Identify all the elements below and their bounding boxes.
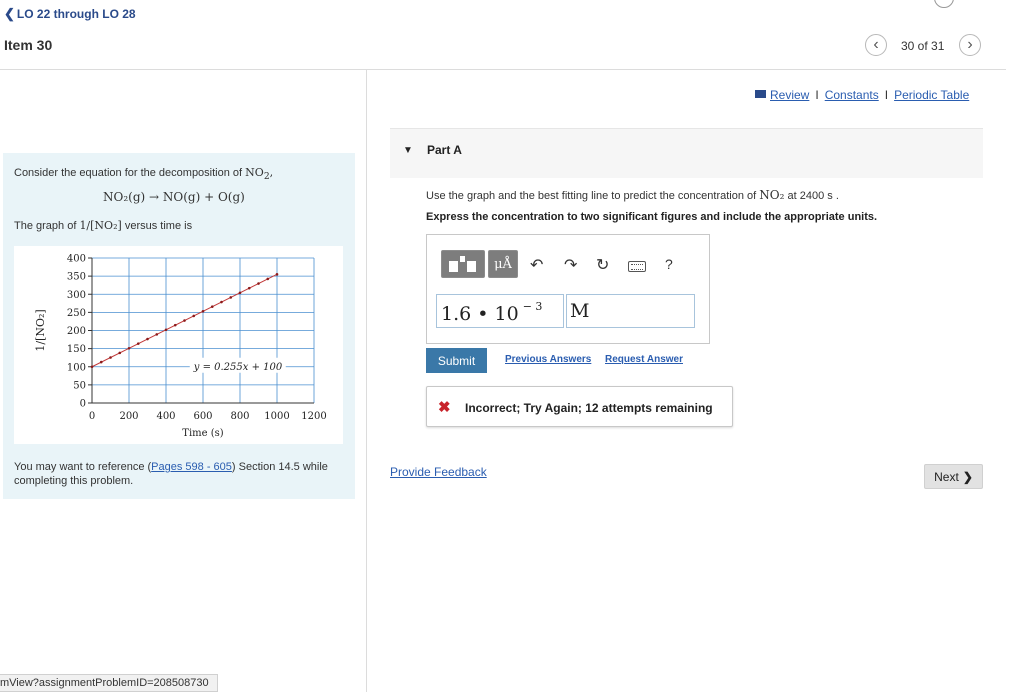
status-url: mView?assignmentProblemID=208508730 [0,674,218,692]
y-tick-label: 300 [66,289,86,301]
keyboard-icon[interactable] [628,261,646,272]
caret-down-icon[interactable]: ▼ [403,145,413,156]
pages-link[interactable]: Pages 598 - 605 [151,461,232,473]
undo-icon[interactable]: ↶ [530,257,544,274]
data-point [229,296,232,299]
part-a-header[interactable] [390,128,983,178]
data-point [100,361,103,364]
chevron-left-icon: ❮ [4,6,15,21]
data-point [155,333,158,336]
templates-icon [448,255,478,273]
page-title: Item 30 [4,37,53,53]
data-point [183,319,186,322]
x-tick-label: 800 [230,411,250,422]
part-a-label: Part A [427,143,462,157]
chevron-right-icon: › [967,36,973,53]
y-tick-label: 250 [66,307,86,319]
link-separator: I [884,88,889,102]
chevron-left-icon: ‹ [873,36,879,53]
y-tick-label: 50 [73,380,86,392]
units-button[interactable]: μÅ [488,250,518,278]
species-sub: 2 [263,171,270,183]
data-point [248,287,251,290]
data-point [266,278,269,281]
reaction-equation: NO₂(g) → NO(g) + O(g) [103,190,245,204]
fit-label: y = 0.255x + 100 [193,361,283,373]
reference-post: ) Section 14.5 while completing this problem. [14,461,328,487]
instruction-text: Express the concentration to two significant figures and include the appropriate units. [426,211,878,223]
data-point [220,301,223,304]
book-icon [755,90,766,98]
data-point [109,356,112,359]
data-point [118,352,121,355]
chevron-right-icon: ❯ [962,469,973,484]
reset-icon[interactable]: ↻ [596,257,610,274]
request-answer-link[interactable]: Request Answer [605,354,683,365]
caption-expr: 1/[NO₂] [79,219,122,232]
value-mantissa: 1.6 • 10 [441,303,519,325]
help-icon[interactable] [934,0,954,8]
back-link[interactable] [4,6,136,22]
periodic-table-link[interactable]: Periodic Table [894,88,970,102]
submit-button[interactable]: Submit [426,348,487,373]
item-counter: 30 of 31 [901,39,945,53]
x-tick-label: 400 [156,411,176,422]
data-point [137,342,140,345]
reference-text [14,460,349,488]
graph-caption [14,219,192,232]
y-tick-label: 350 [66,271,86,283]
x-tick-label: 1200 [301,411,327,422]
species-main: NO [245,166,264,179]
data-point [174,324,177,327]
y-tick-label: 0 [79,398,86,410]
data-point [211,305,214,308]
data-point [276,273,279,276]
error-x-icon: ✖ [438,399,451,416]
header-divider [0,69,1006,70]
data-point [146,338,149,341]
y-axis-label: 1/[NO₂] [34,309,47,352]
feedback-text: Incorrect; Try Again; 12 attempts remaining [465,401,713,415]
kinetics-graph [14,246,343,444]
x-tick-label: 200 [119,411,139,422]
x-tick-label: 1000 [264,411,290,422]
reference-links [755,88,969,102]
panel-divider [366,70,367,692]
x-tick-label: 0 [88,411,96,422]
data-point [192,315,195,318]
x-tick-label: 600 [193,411,213,422]
templates-button[interactable] [441,250,485,278]
question-pre: Use the graph and the best fitting line to predict the concentration of [426,190,757,202]
y-tick-label: 400 [66,253,86,265]
data-point [239,292,242,295]
data-point [165,328,168,331]
data-point [128,347,131,350]
question-species: NO₂ [759,188,785,202]
question-text [426,188,839,202]
species-formula: $NO_2$, [245,166,274,183]
provide-feedback-link[interactable]: Provide Feedback [390,465,487,479]
next-label: Next [934,469,959,484]
constants-link[interactable]: Constants [824,88,879,102]
previous-item-button[interactable] [865,34,887,56]
y-tick-label: 100 [66,362,86,374]
help-button[interactable]: ? [665,256,673,272]
previous-answers-link[interactable]: Previous Answers [505,354,592,365]
back-link-label: LO 22 through LO 28 [16,7,136,21]
value-input[interactable] [436,294,564,328]
intro-text: Consider the equation for the decomposition of [14,167,243,179]
data-point [257,282,260,285]
y-tick-label: 200 [66,326,86,337]
review-link[interactable]: Review [770,88,810,102]
value-exponent: − 3 [522,300,543,313]
caption-pre: The graph of [14,220,77,232]
link-separator: I [815,88,819,102]
reference-pre: You may want to reference ( [14,461,152,473]
units-input[interactable]: M [566,294,695,328]
next-item-button[interactable] [959,34,981,56]
data-point [202,310,205,313]
data-point [91,365,94,368]
caption-post: versus time is [124,220,193,232]
y-tick-label: 150 [66,344,86,356]
x-axis-label: Time (s) [182,428,224,439]
next-button[interactable] [924,464,983,489]
problem-intro [14,166,273,182]
redo-icon[interactable]: ↷ [564,257,578,274]
question-post: at 2400 s . [787,190,839,202]
